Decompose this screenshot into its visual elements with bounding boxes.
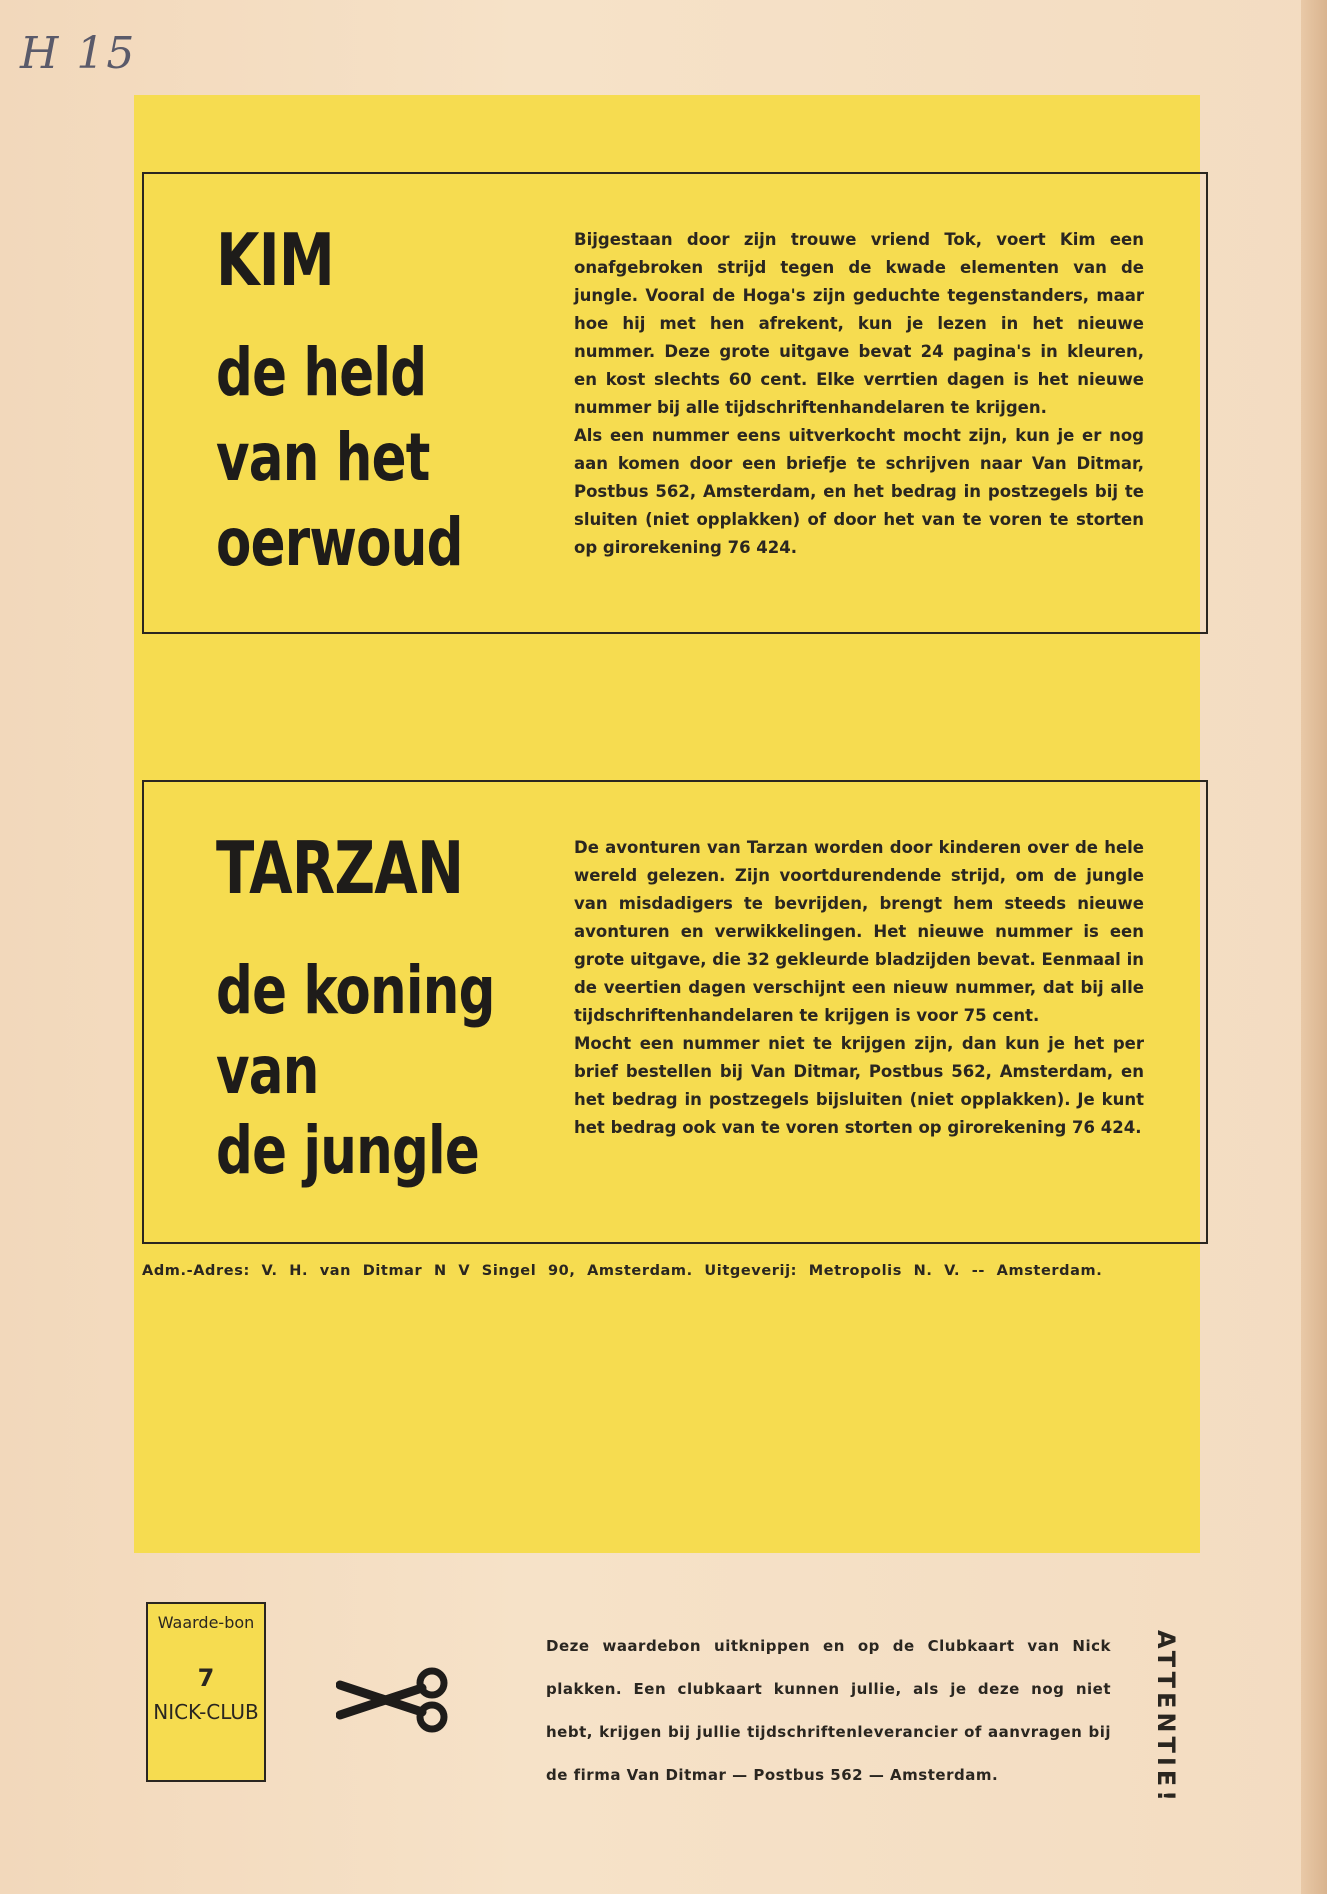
- kim-title: KIM: [216, 218, 334, 302]
- publisher-address: Adm.-Adres: V. H. van Ditmar N V Singel 90, Amsterdam. Uitgeverij: Metropolis N. V. -- Amsterdam.: [142, 1263, 1103, 1279]
- kim-subtitle-line-3: oerwoud: [216, 504, 463, 581]
- coupon-number: 7: [197, 1664, 215, 1692]
- tarzan-paragraph-2: Mocht een nummer niet te krijgen zijn, dan kun je het per brief bestellen bij Van Ditmar, Postbus 562, Amsterdam, en het bedrag in postzegels bijsluiten (niet opplakken). Je kunt het bedrag ook van te voren storten op girorekening 76 424.: [574, 1034, 1144, 1137]
- tarzan-subtitle-line-3: de jungle: [216, 1112, 480, 1189]
- coupon-box: [146, 1602, 266, 1782]
- kim-paragraph-2: Als een nummer eens uitverkocht mocht zijn, kun je er nog aan komen door een briefje te schrijven naar Van Ditmar, Postbus 562, Amsterdam, en het bedrag in postzegels bij te sluiten (niet opplakken) of door het van te voren te storten op girorekening 76 424.: [574, 426, 1144, 557]
- attention-label-container: [1140, 1630, 1200, 1806]
- handwritten-note: H 15: [20, 28, 137, 79]
- kim-subtitle-line-2: van het: [216, 419, 430, 496]
- tarzan-subtitle-line-1: de koning: [216, 952, 495, 1029]
- tarzan-paragraph-1: De avonturen van Tarzan worden door kinderen over de hele wereld gelezen. Zijn voortdurendende strijd, om de jungle van misdadigers te bevrijden, brengt hem steeds nieuwe avonturen en verwikkelingen. Het nieuwe nummer is een grote uitgave, die 32 gekleurde bladzijden bevat. Eenmaal in de veertien dagen verschijnt een nieuw nummer, dat bij alle tijdschriftenhandelaren te krijgen is voor 75 cent.: [574, 838, 1144, 1025]
- coupon-club: NICK-CLUB: [153, 1700, 259, 1724]
- kim-paragraph-1: Bijgestaan door zijn trouwe vriend Tok, voert Kim een onafgebroken strijd tegen de kwade elementen van de jungle. Vooral de Hoga's zijn geduchte tegenstanders, maar hoe hij met hen afrekent, kun je lezen in het nieuwe nummer. Deze grote uitgave bevat 24 pagina's in kleuren, en kost slechts 60 cent. Elke verrtien dagen is het nieuwe nummer bij alle tijdschriftenhandelaren te krijgen.: [574, 230, 1144, 417]
- scissors-icon: [336, 1665, 456, 1735]
- coupon-label: Waarde-bon: [157, 1613, 255, 1632]
- tarzan-title: TARZAN: [216, 826, 464, 910]
- tarzan-description: [574, 834, 1144, 1142]
- coupon-instructions: Deze waardebon uitknippen en op de Clubkaart van Nick plakken. Een clubkaart kunnen jullie, als je deze nog niet hebt, krijgen bij jullie tijdschriftenleverancier of aanvragen bij de firma Van Ditmar — Postbus 562 — Amsterdam.: [546, 1637, 1111, 1784]
- attention-label: ATTENTIE!: [1152, 1630, 1180, 1806]
- tarzan-subtitle-line-2: van: [216, 1032, 319, 1109]
- page-spine: [1301, 0, 1327, 1894]
- kim-ad-box: [142, 172, 1208, 634]
- kim-subtitle-line-1: de held: [216, 334, 427, 411]
- tarzan-ad-box: [142, 780, 1208, 1244]
- kim-description: [574, 226, 1144, 562]
